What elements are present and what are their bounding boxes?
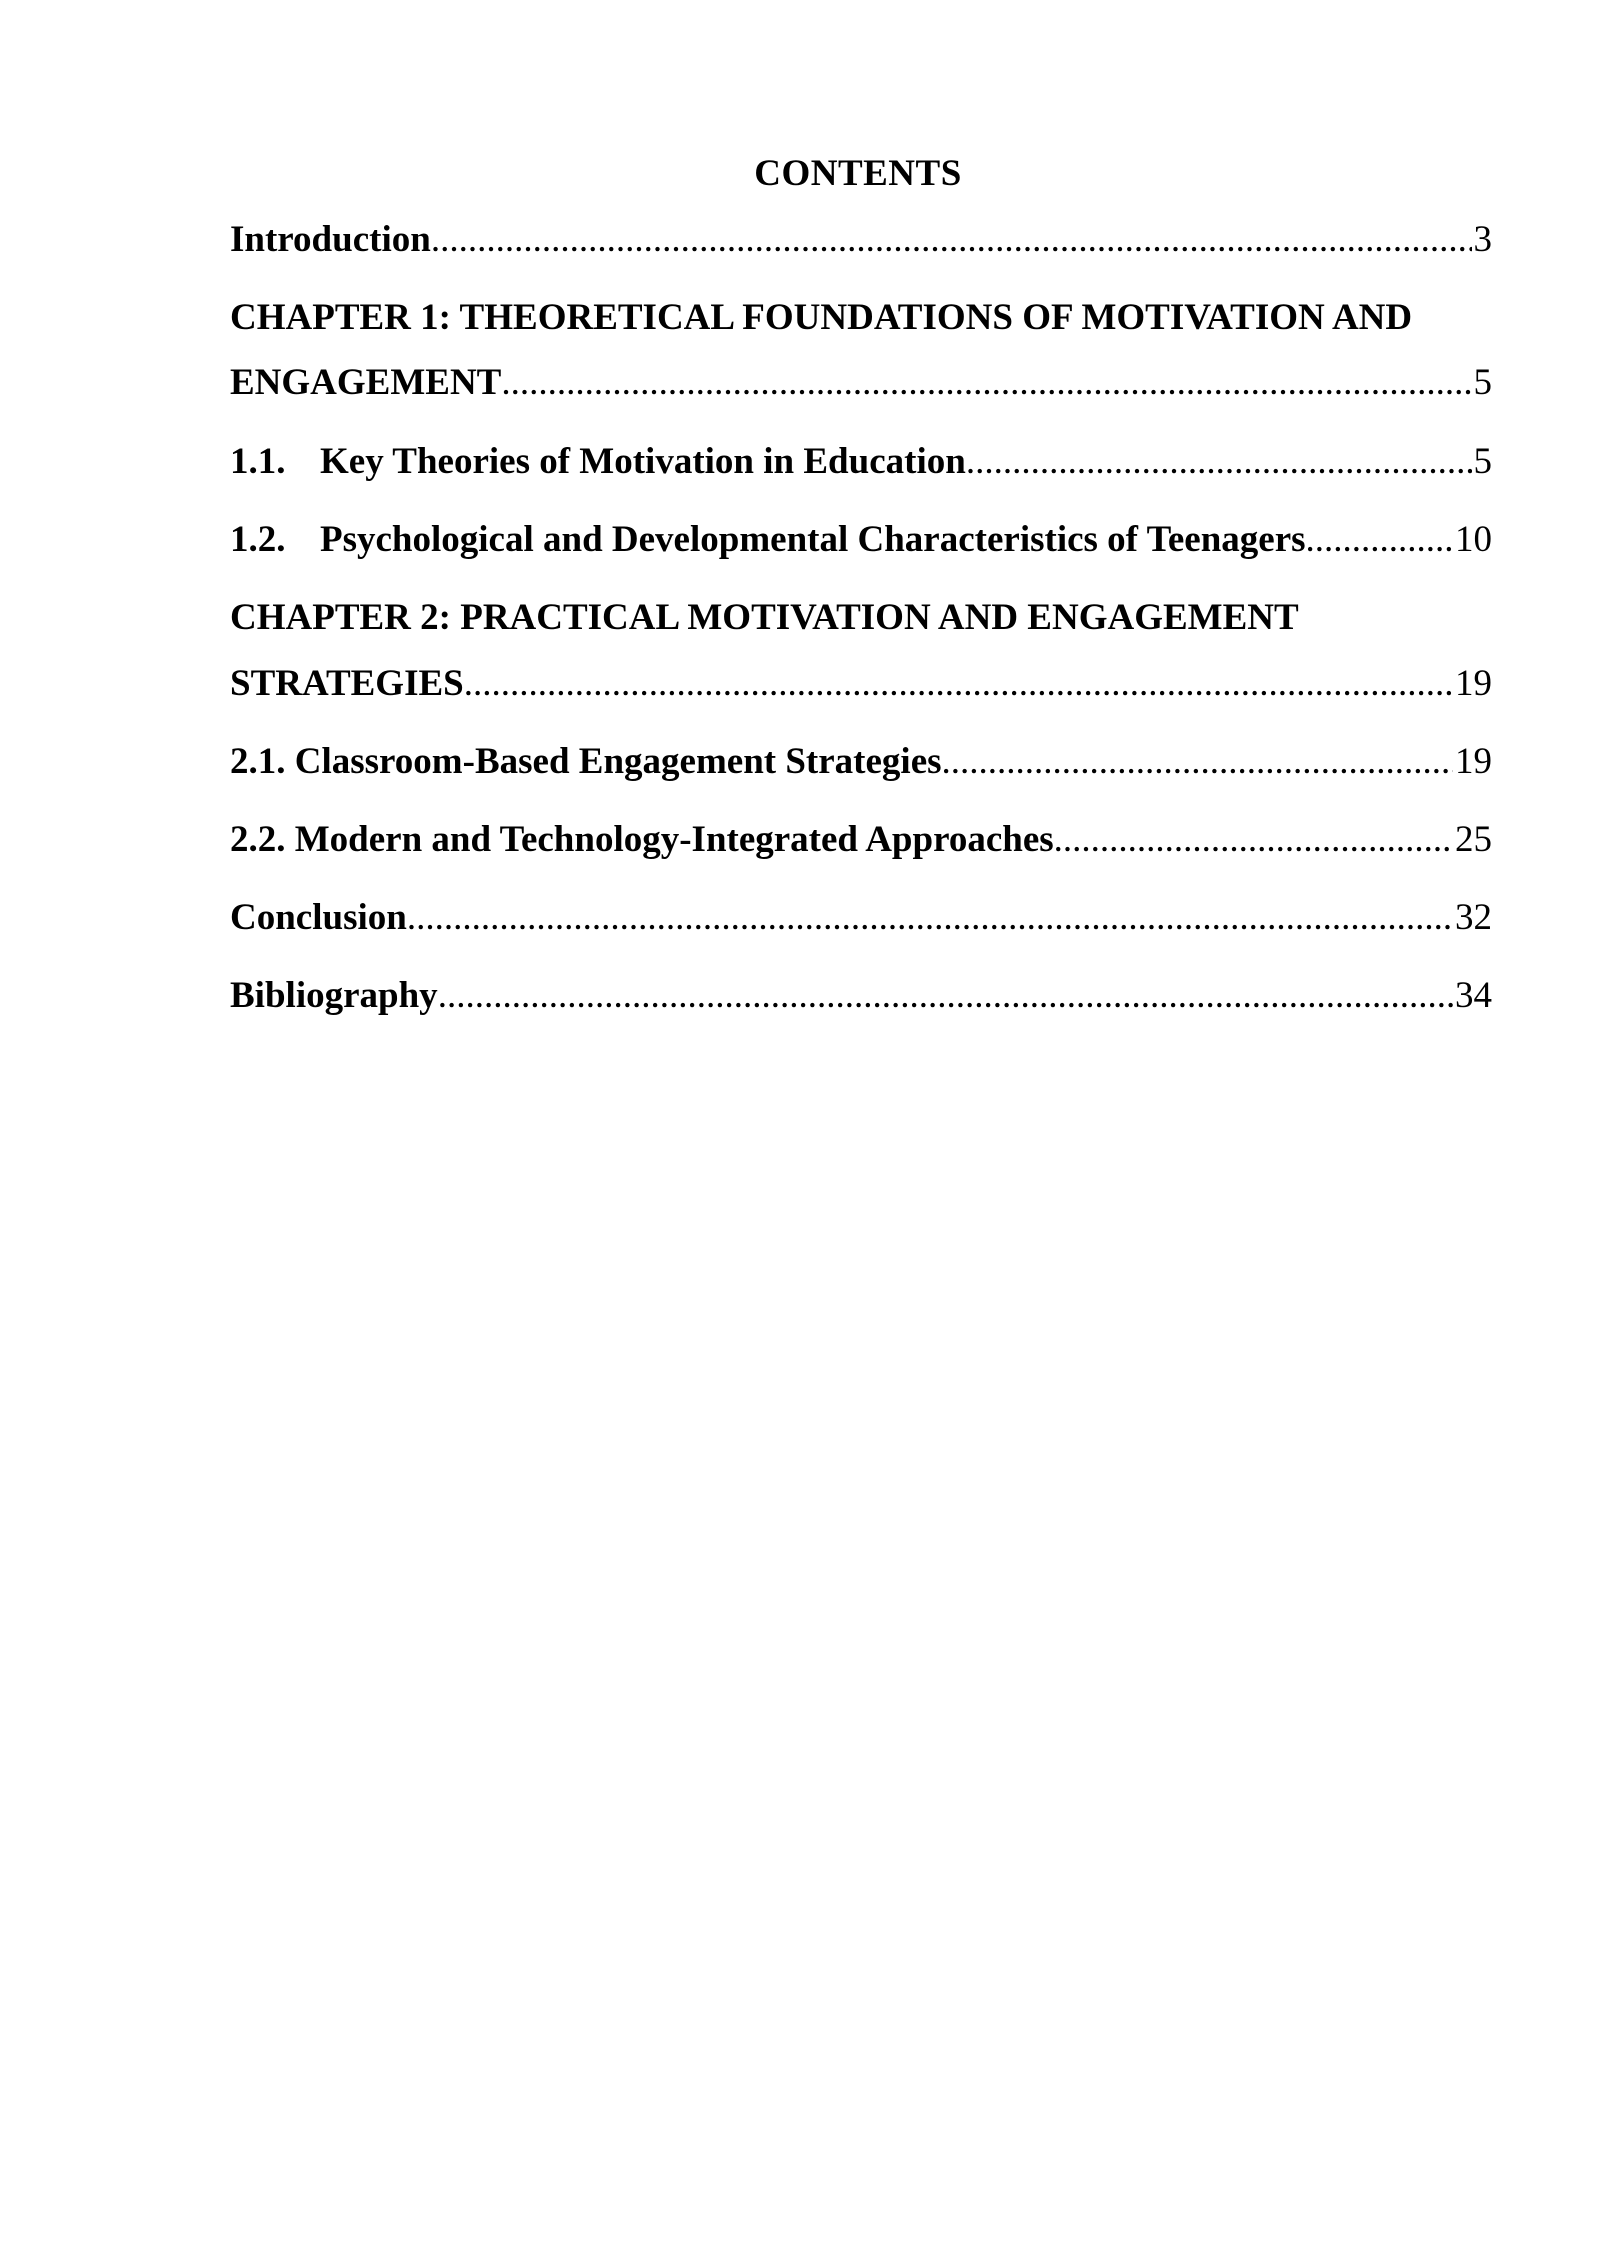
toc-entry-bibliography[interactable] <box>230 972 1492 1020</box>
toc-chapter-2-heading-line[interactable]: CHAPTER 2: PRACTICAL MOTIVATION AND ENGAGEMENT <box>230 597 1299 638</box>
toc-entry-label: Conclusion <box>230 897 407 938</box>
toc-entry-label-group <box>230 438 966 486</box>
toc-entry-2-1[interactable] <box>230 738 1492 786</box>
toc-page-number: 19 <box>1455 741 1492 782</box>
dot-leader <box>1054 816 1453 864</box>
toc-entry-conclusion[interactable] <box>230 894 1492 942</box>
toc-entry-number: 1.1. <box>230 441 286 482</box>
toc-entry-1-2[interactable] <box>230 516 1492 564</box>
toc-page-number: 10 <box>1455 519 1492 560</box>
dot-leader <box>1306 516 1453 564</box>
toc-title: CONTENTS <box>754 153 962 194</box>
toc-entry-label-group <box>230 516 1306 564</box>
dot-leader <box>501 359 1471 407</box>
toc-page-number: 34 <box>1455 975 1492 1016</box>
toc-entry-label: STRATEGIES <box>230 663 464 704</box>
toc-page-number: 3 <box>1473 219 1492 260</box>
toc-entry-label: Bibliography <box>230 975 438 1016</box>
toc-page-number: 5 <box>1473 362 1492 403</box>
dot-leader <box>464 660 1453 708</box>
dot-leader <box>942 738 1453 786</box>
toc-entry-chapter-2[interactable] <box>230 660 1492 708</box>
toc-entry-label: Key Theories of Motivation in Education <box>320 441 966 482</box>
toc-page-number: 19 <box>1455 663 1492 704</box>
toc-entry-chapter-1[interactable] <box>230 359 1492 407</box>
toc-entry-label: 2.1. Classroom-Based Engagement Strategies <box>230 741 942 782</box>
toc-entry-label: Psychological and Developmental Characteristics of Teenagers <box>320 519 1306 560</box>
toc-entry-label: 2.2. Modern and Technology-Integrated Approaches <box>230 819 1054 860</box>
toc-page-number: 25 <box>1455 819 1492 860</box>
toc-entry-2-2[interactable] <box>230 816 1492 864</box>
toc-chapter-1-heading-line[interactable]: CHAPTER 1: THEORETICAL FOUNDATIONS OF MOTIVATION AND <box>230 297 1413 338</box>
toc-page-number: 5 <box>1473 441 1492 482</box>
dot-leader <box>407 894 1453 942</box>
toc-entry-label: Introduction <box>230 219 431 260</box>
toc-entry-1-1[interactable] <box>230 438 1492 486</box>
dot-leader <box>431 216 1472 264</box>
dot-leader <box>438 972 1453 1020</box>
toc-entry-label: ENGAGEMENT <box>230 362 502 403</box>
toc-page-number: 32 <box>1455 897 1492 938</box>
toc-entry-introduction[interactable] <box>230 216 1492 264</box>
toc-entry-number: 1.2. <box>230 519 286 560</box>
dot-leader <box>966 438 1472 486</box>
